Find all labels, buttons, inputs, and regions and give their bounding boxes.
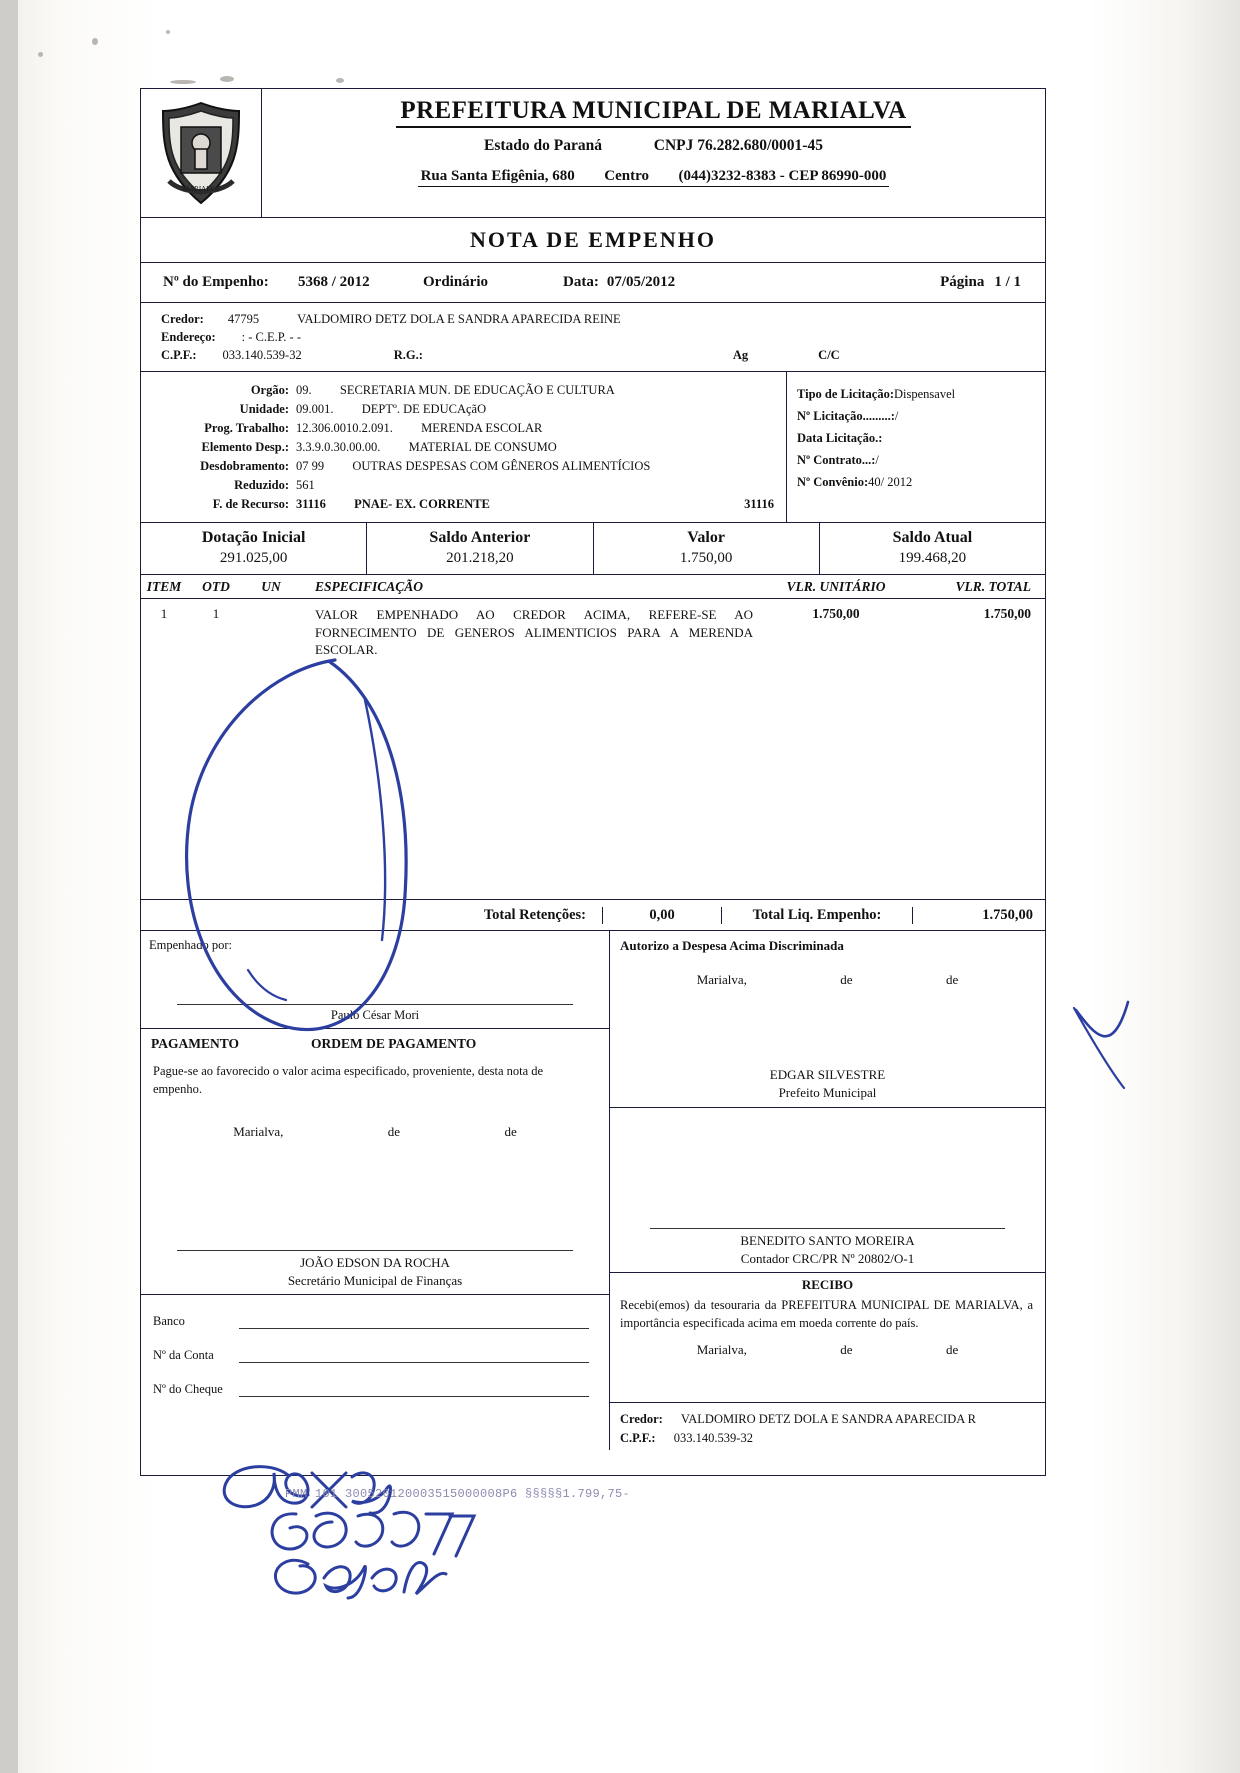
org-code: 09.: [296, 383, 312, 397]
address-text: Rua Santa Efigênia, 680: [420, 168, 575, 184]
district-text: Centro: [604, 168, 649, 184]
org-desc: SECRETARIA MUN. DE EDUCAÇÃO E CULTURA: [339, 383, 615, 397]
auth-de-2: de: [946, 972, 959, 987]
reduced-value: [296, 478, 315, 493]
org-value: [296, 383, 615, 398]
authorization-city-line: [610, 954, 1045, 988]
org-row: [141, 383, 778, 398]
account-input-line[interactable]: [239, 1345, 589, 1363]
left-signature-column: [141, 931, 610, 1450]
receipt-creditor-label: Credor:: [620, 1412, 663, 1427]
cheque-input-line[interactable]: [239, 1379, 589, 1397]
row-unit: [245, 606, 297, 659]
program-code: 12.306.0010.2.091.: [296, 421, 393, 435]
unit-key: Unidade:: [239, 402, 289, 416]
balance-summary-strip: [141, 523, 1045, 575]
org-row: [141, 459, 778, 474]
empenho-number-label: Nº do Empenho:: [163, 274, 269, 290]
cpf-value: 033.140.539-32: [222, 348, 302, 362]
document-header: [141, 89, 1045, 218]
budget-classification-block: [141, 372, 1045, 523]
receipt-de-2: de: [946, 1342, 959, 1358]
program-key: Prog. Trabalho:: [204, 421, 289, 435]
signature-rule: [177, 1004, 573, 1005]
reduced-code: 561: [296, 478, 315, 492]
finance-signature-rule: [177, 1250, 573, 1251]
current-balance-cell: [820, 523, 1045, 574]
breakdown-desc: OUTRAS DESPESAS COM GÊNEROS ALIMENTÍCIOS: [352, 459, 651, 473]
finance-name: JOÃO EDSON DA ROCHA: [300, 1255, 450, 1271]
address-line: Rua Santa Efigênia, 680 Centro (044)3232-8383 - CEP 86990-000: [418, 168, 890, 187]
nota-de-empenho-document: [140, 88, 1046, 1476]
bank-label: Banco: [153, 1314, 185, 1329]
empenho-summary-row: [141, 263, 1045, 303]
dust-speck: [38, 52, 43, 57]
contract-row: [797, 453, 1045, 468]
receipt-text: Recebi(emos) da tesouraria da PREFEITURA MUNICIPAL DE MARIALVA, a importância especificada acima em moeda corrente do país.: [620, 1298, 1033, 1330]
cc-label: C/C: [818, 348, 840, 362]
accountant-signature-rule: [650, 1228, 1005, 1229]
ag-label: Ag: [732, 348, 749, 362]
reduced-key: Reduzido:: [234, 478, 289, 492]
initial-allocation-value: 291.025,00: [219, 550, 288, 566]
receipt-title: RECIBO: [801, 1277, 854, 1293]
agreement-label: Nº Convênio:: [797, 475, 869, 489]
bidding-number-value: /: [894, 409, 899, 423]
bidding-date-label: Data Licitação.:: [797, 431, 883, 445]
empenho-number-value: 5368 / 2012: [298, 274, 370, 290]
bidding-type-value: Dispensavel: [894, 387, 956, 401]
program-value: [296, 421, 542, 436]
resource-desc: PNAE- EX. CORRENTE: [354, 497, 490, 511]
items-table-header: [141, 575, 1045, 599]
unit-code: 09.001.: [296, 402, 334, 416]
auth-city: Marialva,: [696, 972, 747, 987]
col-description: ESPECIFICAÇÃO: [315, 579, 424, 594]
city-coat-of-arms: [141, 89, 262, 217]
current-balance-value: 199.468,20: [898, 550, 967, 566]
table-row: [141, 599, 1045, 659]
cheque-label: Nº do Cheque: [153, 1382, 223, 1397]
accountant-role: Contador CRC/PR Nº 20802/O-1: [740, 1250, 915, 1266]
previous-balance-cell: [367, 523, 593, 574]
creditor-label: Credor:: [161, 312, 204, 326]
total-retentions-label: Total Retenções:: [483, 906, 586, 923]
mayor-role: Prefeito Municipal: [778, 1084, 877, 1100]
current-balance-label: Saldo Atual: [892, 529, 973, 546]
initial-allocation-cell: [141, 523, 367, 574]
page-label: Página: [940, 274, 985, 290]
signature-and-payment-area: [141, 931, 1045, 1450]
element-value: [296, 440, 557, 455]
element-desc: MATERIAL DE CONSUMO: [408, 440, 557, 454]
receipt-cpf-label: C.P.F.:: [620, 1431, 656, 1446]
value-cell: [594, 523, 820, 574]
dust-speck: [170, 80, 196, 84]
empenhado-por-name: Paulo César Mori: [141, 1008, 609, 1029]
unit-value: [296, 402, 486, 417]
agreement-row: [797, 475, 1045, 490]
org-row: [141, 478, 778, 493]
col-unit-value: VLR. UNITÁRIO: [786, 579, 886, 594]
total-net-value: 1.750,00: [912, 907, 1045, 924]
bank-input-line[interactable]: [239, 1311, 589, 1329]
creditor-address-row: [161, 330, 1045, 345]
creditor-name: VALDOMIRO DETZ DOLA E SANDRA APARECIDA REINE: [297, 312, 621, 326]
mayor-name: EDGAR SILVESTRE: [769, 1067, 886, 1082]
receipt-cpf-value: 033.140.539-32: [673, 1431, 753, 1446]
receipt-creditor-row: [620, 1412, 1045, 1427]
program-desc: MERENDA ESCOLAR: [421, 421, 543, 435]
empenho-type-value: Ordinário: [423, 274, 489, 290]
creditor-cpf-row: [161, 348, 1045, 363]
payment-title: PAGAMENTO: [151, 1036, 240, 1051]
breakdown-code: 07 99: [296, 459, 325, 473]
row-item-number: 1: [160, 606, 168, 621]
cep-text: CEP 86990-000: [788, 168, 887, 184]
breakdown-key: Desdobramento:: [200, 459, 289, 473]
accountant-signature-block: [610, 1232, 1045, 1273]
mayor-signature-block: [610, 1066, 1045, 1108]
creditor-block: [141, 303, 1045, 372]
contract-value: /: [875, 453, 879, 467]
col-item: ITEM: [146, 579, 182, 594]
bidding-type-label: Tipo de Licitação:: [797, 387, 894, 401]
payment-city: Marialva,: [233, 1124, 284, 1140]
dust-speck: [220, 76, 234, 82]
phone-text: (044)3232-8383: [678, 168, 776, 184]
org-row: [141, 402, 778, 417]
col-unit: UN: [261, 579, 281, 594]
breakdown-value: [296, 459, 650, 474]
bank-name-row[interactable]: [153, 1311, 609, 1329]
address-label: Endereço:: [161, 330, 216, 344]
dust-speck: [92, 38, 98, 45]
items-table-body: [141, 599, 1045, 900]
org-row: [141, 421, 778, 436]
col-qty: OTD: [202, 579, 230, 594]
address-value: : - C.E.P. - -: [241, 330, 301, 344]
svg-text:MARIALVA: MARIALVA: [182, 185, 220, 193]
finance-signature-block: [141, 1254, 609, 1295]
payment-de-1: de: [387, 1124, 401, 1140]
receipt-creditor-block: [610, 1403, 1045, 1446]
row-unit-value: 1.750,00: [812, 606, 860, 621]
payment-order-title: ORDEM DE PAGAMENTO: [311, 1036, 477, 1051]
bidding-info-column: [786, 372, 1045, 522]
org-row: [141, 440, 778, 455]
finance-role: Secretário Municipal de Finanças: [287, 1272, 463, 1288]
payment-city-line: [141, 1098, 609, 1140]
row-quantity: 1: [212, 606, 220, 621]
empenho-date-value: 07/05/2012: [606, 274, 676, 290]
receipt-de-1: de: [840, 1342, 853, 1358]
contract-label: Nº Contrato...:: [797, 453, 876, 467]
org-key: Orgão:: [250, 383, 289, 397]
row-description: VALOR EMPENHADO AO CREDOR ACIMA, REFERE-SE AO FORNECIMENTO DE GENEROS ALIMENTICIOS PARA A MERENDA ESCOLAR.: [315, 607, 753, 658]
total-retentions-value: 0,00: [602, 907, 722, 924]
empenhado-por-label: Empenhado por:: [149, 938, 232, 952]
bidding-type-row: [797, 387, 1045, 402]
page-value: 1 / 1: [994, 274, 1021, 290]
rg-label: R.G.:: [393, 348, 423, 362]
resource-value: [296, 497, 744, 512]
bidding-number-label: Nº Licitação.........:: [797, 409, 895, 423]
creditor-code: 47795: [227, 312, 260, 326]
col-total-value: VLR. TOTAL: [955, 579, 1031, 594]
bank-details-block: [141, 1311, 609, 1397]
resource-key: F. de Recurso:: [212, 497, 289, 511]
right-signature-column: [610, 931, 1045, 1450]
unit-desc: DEPTº. DE EDUCAçãO: [361, 402, 487, 416]
total-net-label: Total Liq. Empenho:: [752, 906, 882, 923]
payment-de-2: de: [504, 1124, 517, 1140]
dust-speck: [336, 78, 344, 83]
resource-right-code: 31116: [744, 497, 774, 511]
budget-left-column: [141, 372, 786, 522]
header-subline: [262, 137, 1045, 155]
receipt-city: Marialva,: [696, 1342, 747, 1358]
account-label: Nº da Conta: [153, 1348, 214, 1363]
creditor-name-row: [161, 312, 1045, 327]
bidding-number-row: [797, 409, 1045, 424]
resource-code: 31116: [296, 497, 326, 511]
authorization-label: Autorizo a Despesa Acima Discriminada: [620, 938, 844, 953]
cheque-number-row[interactable]: [153, 1379, 609, 1397]
document-type-title: NOTA DE EMPENHO: [141, 218, 1045, 263]
value-amount: 1.750,00: [679, 550, 733, 566]
cnpj-label: CNPJ 76.282.680/0001-45: [653, 137, 823, 154]
payment-instruction-text: Pague-se ao favorecido o valor acima especificado, proveniente, desta nota de empenho.: [153, 1064, 544, 1097]
row-total-value: 1.750,00: [983, 606, 1031, 621]
payment-headers: [141, 1029, 609, 1058]
receipt-city-line: [610, 1332, 1045, 1358]
empenho-date-label: Data:: [563, 274, 599, 290]
retentions-row: [141, 900, 1045, 931]
initial-allocation-label: Dotação Inicial: [201, 529, 306, 546]
state-label: Estado do Paraná: [484, 137, 603, 154]
org-row: [141, 497, 778, 512]
page-title: PREFEITURA MUNICIPAL DE MARIALVA: [396, 97, 910, 128]
previous-balance-label: Saldo Anterior: [429, 529, 531, 546]
receipt-cpf-row: [620, 1431, 1045, 1446]
account-number-row[interactable]: [153, 1345, 609, 1363]
accountant-name: BENEDITO SANTO MOREIRA: [740, 1233, 915, 1249]
element-key: Elemento Desp.:: [201, 440, 289, 454]
footer-barcode-text: PMM 101 300520120003515000008P6 §§§§§1.799,75-: [285, 1487, 631, 1501]
bidding-date-row: [797, 431, 1045, 446]
dust-speck: [166, 30, 170, 34]
auth-de-1: de: [840, 972, 853, 987]
agreement-value: 40/ 2012: [868, 475, 913, 489]
value-label: Valor: [687, 529, 725, 546]
receipt-creditor-name: VALDOMIRO DETZ DOLA E SANDRA APARECIDA R: [680, 1412, 977, 1427]
cpf-label: C.P.F.:: [161, 348, 197, 362]
previous-balance-value: 201.218,20: [446, 550, 514, 566]
element-code: 3.3.9.0.30.00.00.: [296, 440, 381, 454]
